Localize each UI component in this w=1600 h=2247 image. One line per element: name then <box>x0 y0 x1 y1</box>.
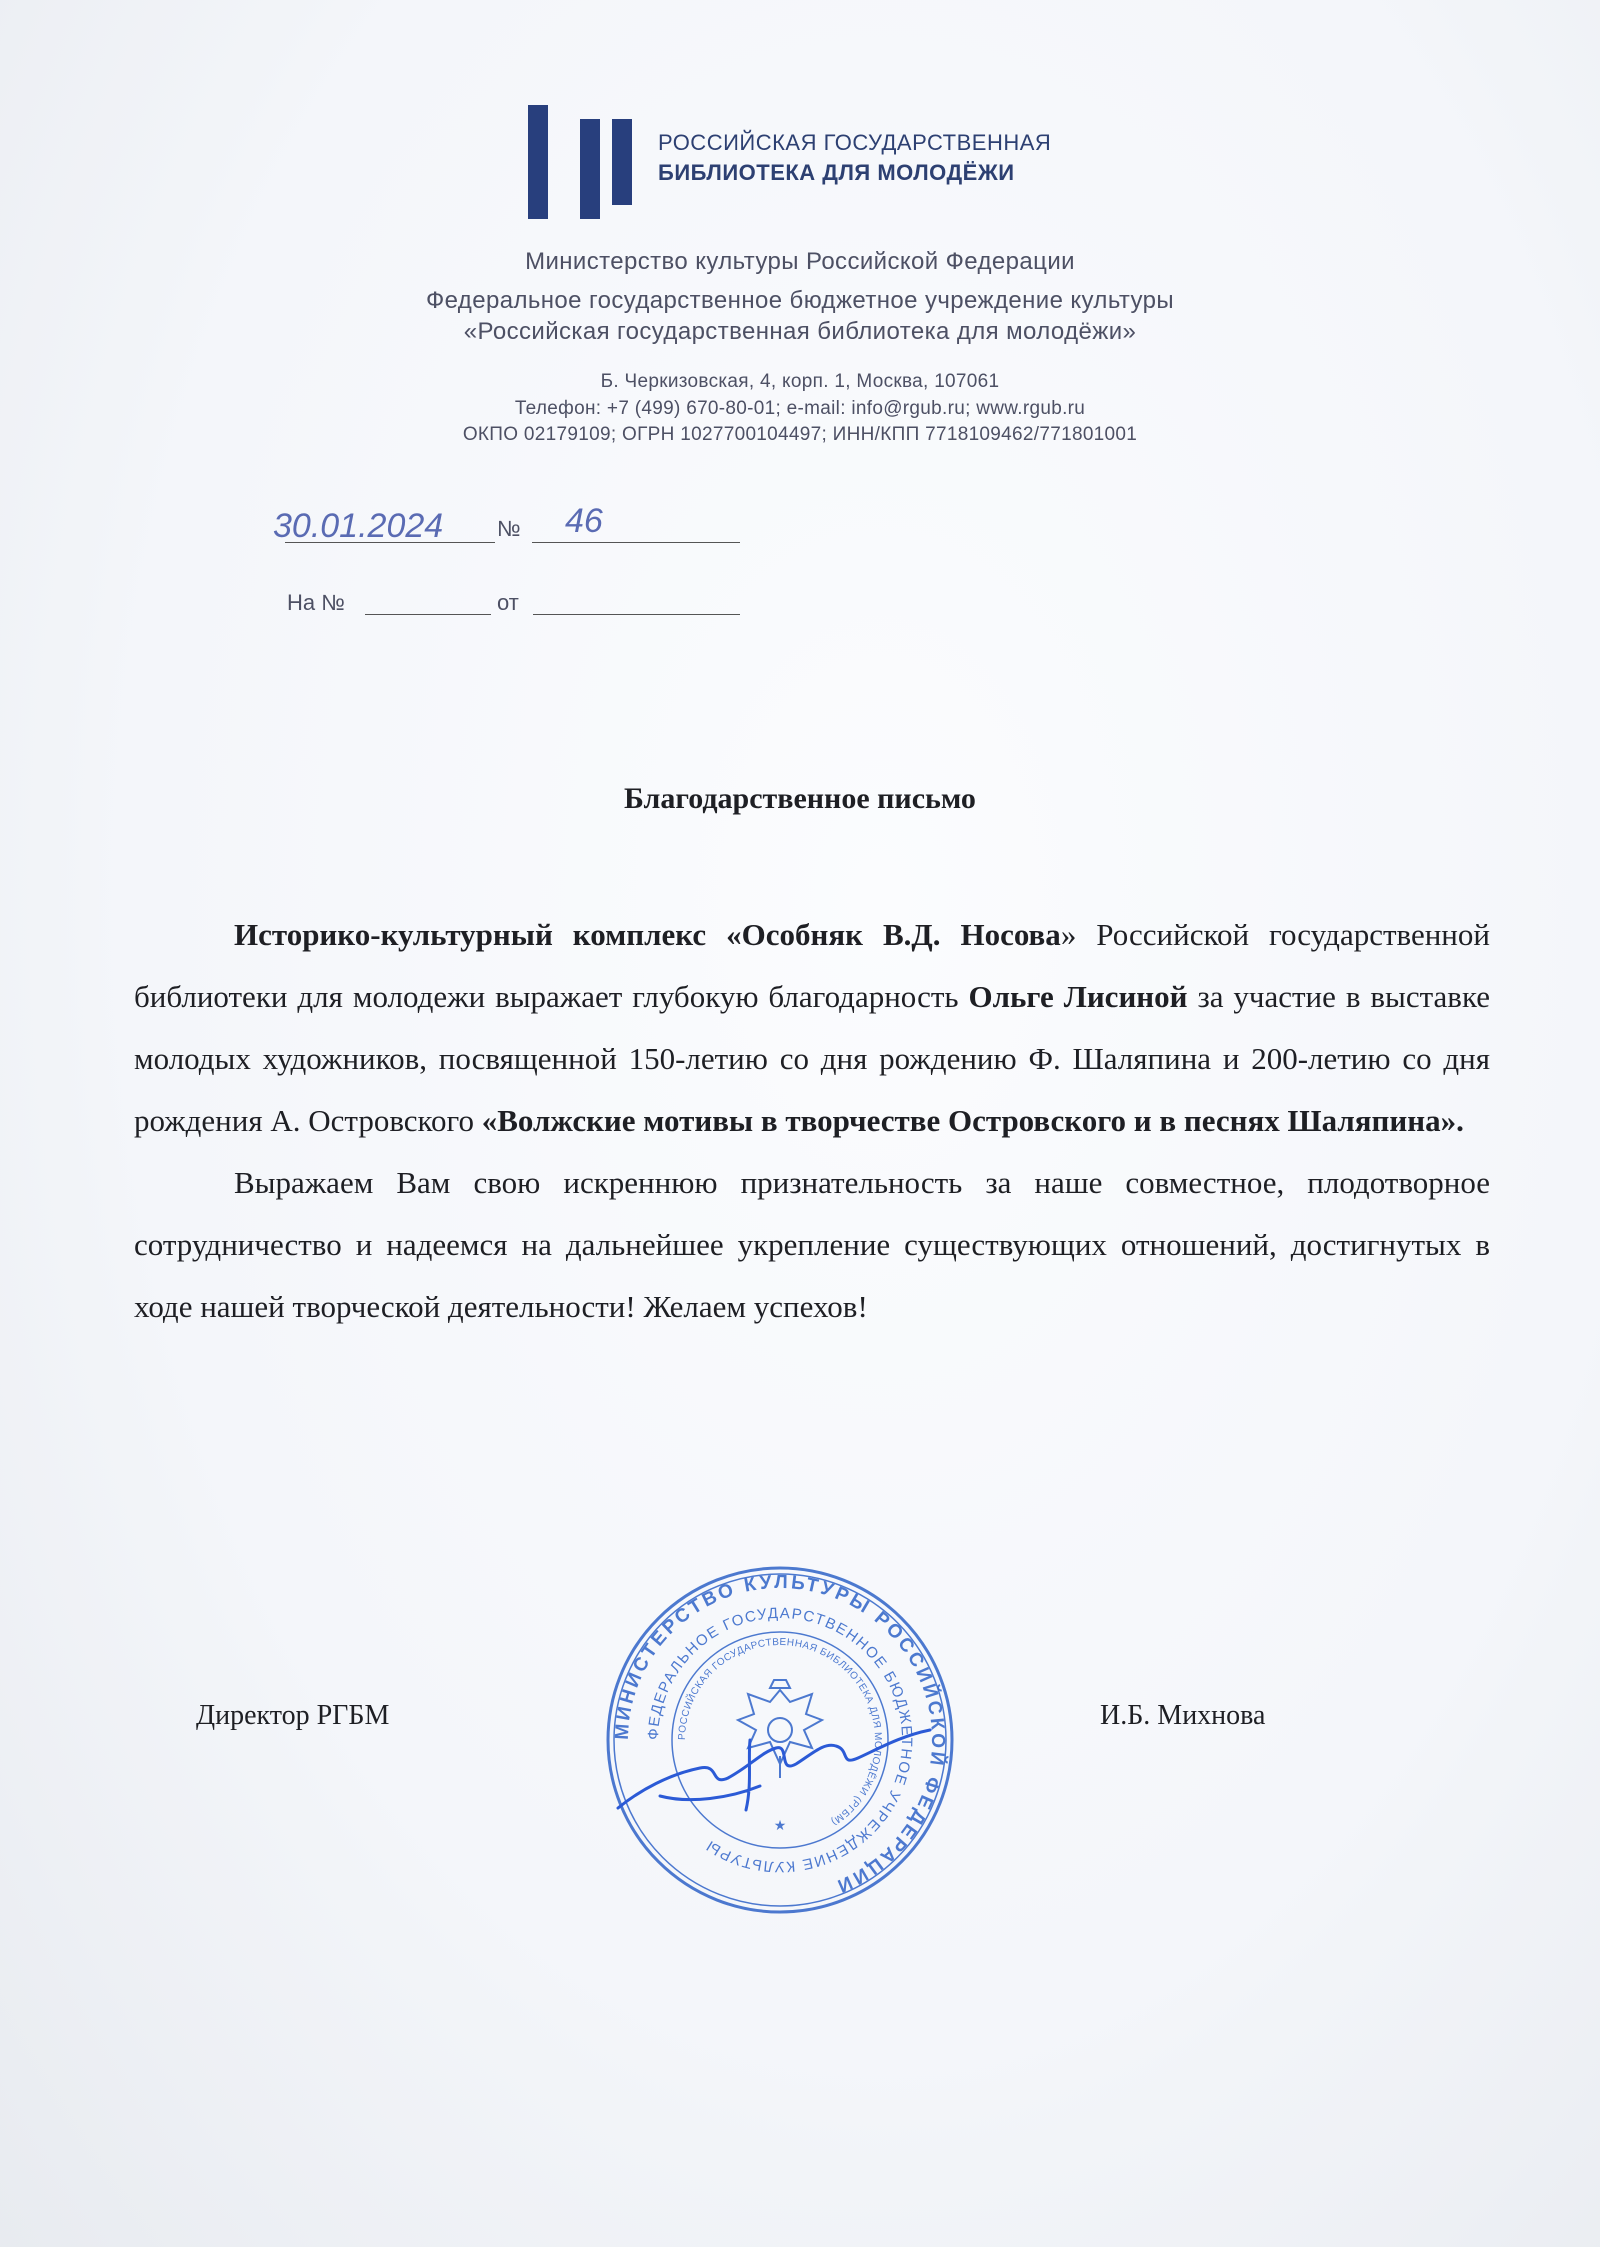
star-icon: ★ <box>773 1819 787 1834</box>
paragraph-1-text-2: за участие в выставке молодых художников, посвященной 150-летию со дня рождению Ф. Шаляпина и 200-летию со дня рождения А. Островского <box>134 979 1490 1138</box>
institution-type-line: Федеральное государственное бюджетное учреждение культуры <box>425 287 1175 314</box>
logo-line-2: БИБЛИОТЕКА ДЛЯ МОЛОДЁЖИ <box>658 160 1015 185</box>
signatory-name: И.Б. Михнова <box>1100 1700 1266 1731</box>
registration-date-underline <box>285 542 495 543</box>
reference-number-label: На № <box>287 590 345 615</box>
registration-date: 30.01.2024 <box>273 507 444 545</box>
registration-number-underline <box>532 542 740 543</box>
contacts-line: Телефон: +7 (499) 670-80-01; e-mail: info@rgub.ru; www.rgub.ru <box>514 398 1086 419</box>
stamp-inner-text: ФЕДЕРАЛЬНОЕ ГОСУДАРСТВЕННОЕ БЮДЖЕТНОЕ УЧРЕЖДЕНИЕ КУЛЬТУРЫ <box>644 1604 916 1876</box>
codes-line: ОКПО 02179109; ОГРН 1027700104497; ИНН/КПП 7718109462/771801001 <box>462 424 1138 445</box>
institution-name-line: «Российская государственная библиотека для молодёжи» <box>463 318 1137 345</box>
organization-name: Историко-культурный комплекс «Особняк В.Д. Носова <box>234 917 1061 952</box>
paragraph-1 <box>134 904 1490 1152</box>
recipient-name: Ольге Лисиной <box>968 979 1188 1014</box>
logo-line-1: РОССИЙСКАЯ ГОСУДАРСТВЕННАЯ <box>658 130 1052 155</box>
reference-number-underline <box>365 614 491 615</box>
letter-body <box>134 904 1490 1338</box>
official-seal-stamp-icon <box>600 1560 960 1920</box>
registration-number-label: № <box>497 516 521 541</box>
reference-date-label: от <box>497 590 519 615</box>
stamp-core-text: РОССИЙСКАЯ ГОСУДАРСТВЕННАЯ БИБЛИОТЕКА ДЛЯ МОЛОДЁЖИ (РГБМ) <box>676 1636 884 1828</box>
paragraph-2: Выражаем Вам свою искреннюю признательность за наше совместное, плодотворное сотрудничество и надеемся на дальнейшее укрепление существующих отношений, достигнутых в ходе нашей творческой деятельности! Желаем успехов! <box>134 1165 1490 1324</box>
ministry-line: Министерство культуры Российской Федерации <box>525 248 1075 275</box>
address-line: Б. Черкизовская, 4, корп. 1, Москва, 107061 <box>600 371 1000 392</box>
library-logo-icon <box>528 105 632 219</box>
registration-number: 46 <box>565 502 603 540</box>
stamp-outer-text: МИНИСТЕРСТВО КУЛЬТУРЫ РОССИЙСКОЙ ФЕДЕРАЦИИ <box>611 1571 949 1898</box>
library-logo-text <box>658 128 1051 188</box>
exhibition-name: «Волжские мотивы в творчестве Островского и в песнях Шаляпина». <box>481 1103 1464 1138</box>
signatory-position: Директор РГБМ <box>196 1700 390 1731</box>
reference-date-underline <box>533 614 740 615</box>
letter-title: Благодарственное письмо <box>624 782 976 815</box>
paragraph-1-text-1: » Российской государственной библиотеки для молодежи выражает глубокую благодарность <box>134 917 1490 1014</box>
